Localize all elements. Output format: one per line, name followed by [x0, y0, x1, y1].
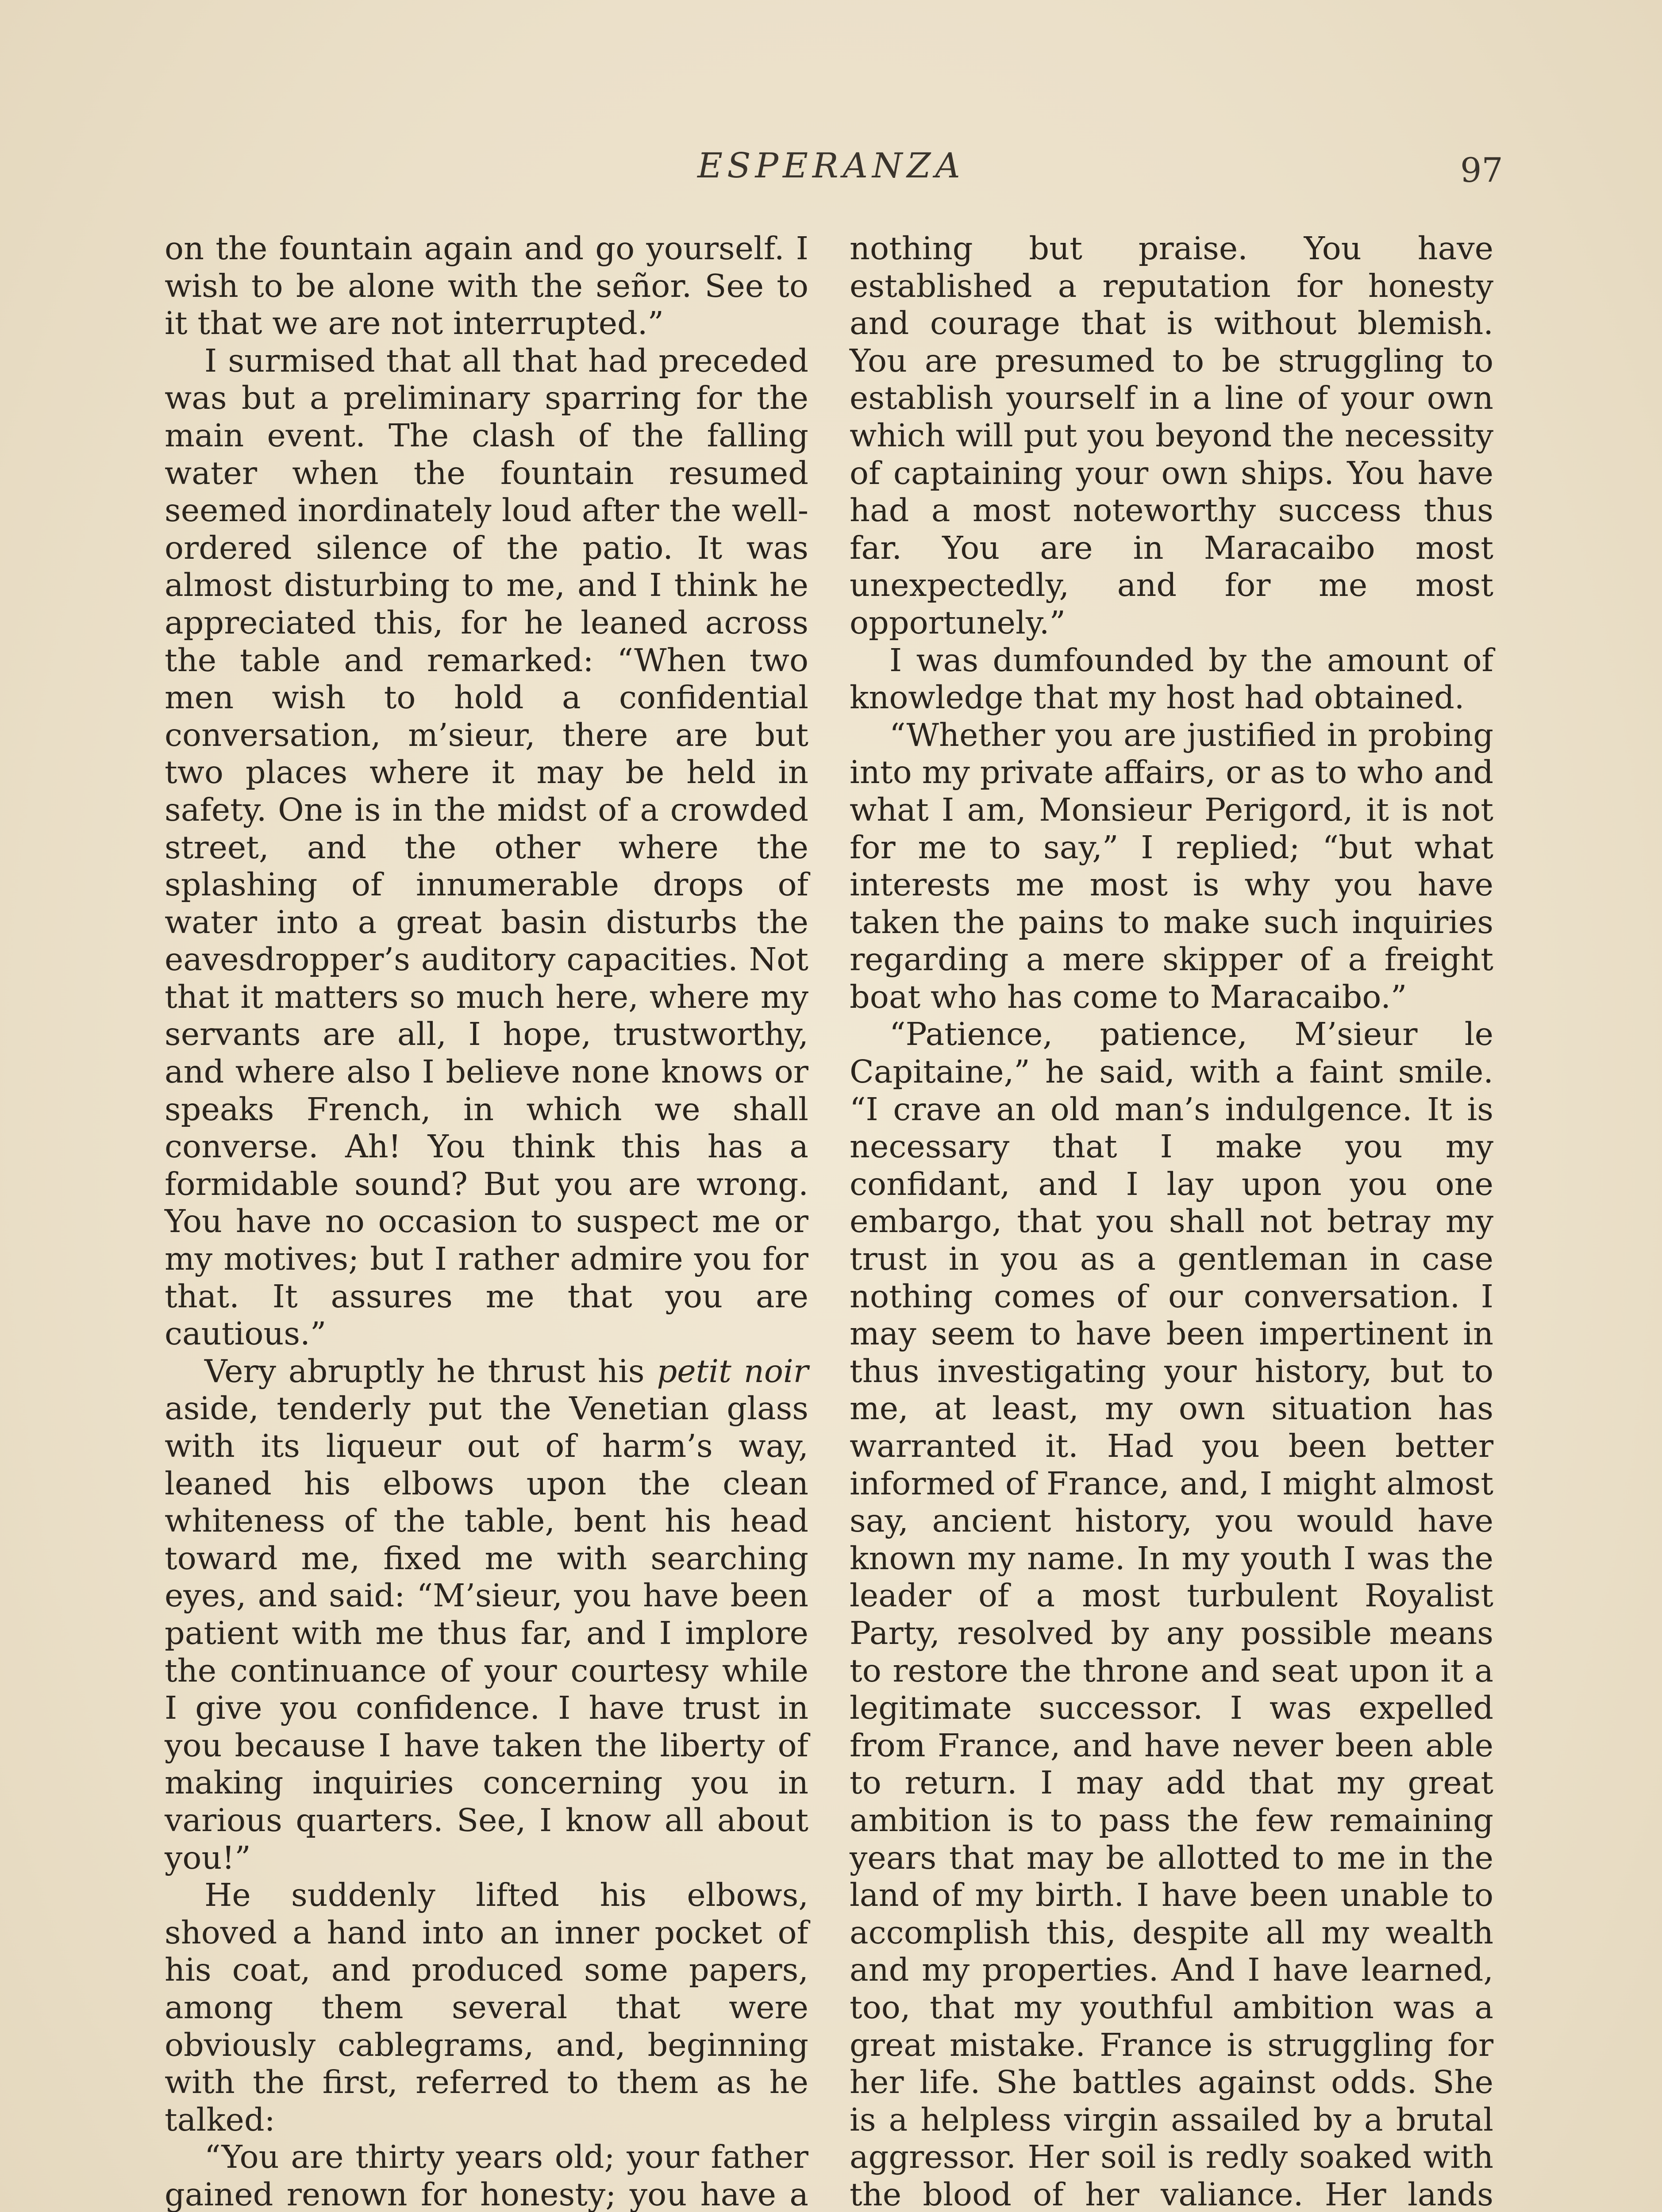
right-paragraph-4: “Patience, patience, M’sieur le Capitaine,” he said, with a faint smile. “I crave an old man’s indulgence. It is necessary that I make you my confidant, and I lay upon you one embargo, that you shall not betray my trust in you as a gentleman in case nothing comes of our conversation. I may seem to have been impertinent in thus investigating your history, but to me, at least, my own situation has warranted it. Had you been better informed of France, and, I might almost say, ancient history, you would have known my name. In my youth I was the leader of a most turbulent Royalist Party, resolved by any possible means to restore the throne and seat upon it a legitimate successor. I was expelled from France, and have never been able to return. I may add that my great ambition is to pass the few remaining years that may be allotted to me in the land of my birth. I have been unable to accomplish this, despite all my wealth and my properties. And I have learned, too, that my youthful ambition was a great mistake. France is struggling for her life. She battles against odds. She is a helpless virgin assailed by a brutal aggressor. Her soil is redly soaked with the blood of her valiance. Her lands [850, 1016, 1493, 2212]
page-number: 97 [1460, 150, 1503, 190]
left-paragraph-3-end: aside, tenderly put the Venetian glass with its liqueur out of harm’s way, leaned his elbows upon the clean whiteness of the table, bent his head toward me, fixed me with searching eyes, and said: “M’sieur, you have been patient with me thus far, and I implore the continuance of your courtesy while I give you confidence. I have trust in you because I have taken the liberty of making inquiries concerning you in various quarters. See, I know all about you!” [165, 1390, 808, 1876]
italic-phrase: petit noir [657, 1352, 808, 1390]
right-column [850, 230, 1493, 2212]
running-title: ESPERANZA [697, 146, 965, 186]
left-column [165, 230, 808, 2212]
right-paragraph-2: I was dumfounded by the amount of knowledge that my host had obtained. [850, 641, 1493, 716]
left-paragraph-3 [165, 1353, 808, 1877]
left-paragraph-1: on the fountain again and go yourself. I wish to be alone with the señor. See to it that we are not interrupted.” [165, 230, 808, 342]
right-paragraph-1: nothing but praise. You have established a reputation for honesty and courage that is without blemish. You are presumed to be struggling to establish yourself in a line of your own which will put you beyond the necessity of captaining your own ships. You have had a most noteworthy success thus far. You are in Maracaibo most unexpectedly, and for me most opportunely.” [850, 230, 1493, 641]
left-paragraph-2: I surmised that all that had preceded was but a preliminary sparring for the main event. The clash of the falling water when the fountain resumed seemed inordinately loud after the well-ordered silence of the patio. It was almost disturbing to me, and I think he appreciated this, for he leaned across the table and remarked: “When two men wish to hold a confidential conversation, m’sieur, there are but two places where it may be held in safety. One is in the midst of a crowded street, and the other where the splashing of innumerable drops of water into a great basin disturbs the eavesdropper’s auditory capacities. Not that it matters so much here, where my servants are all, I hope, trustworthy, and where also I believe none knows or speaks French, in which we shall converse. Ah! You think this has a formidable sound? But you are wrong. You have no occasion to suspect me or my motives; but I rather admire you for that. It assures me that you are cautious.” [165, 342, 808, 1352]
left-paragraph-4: He suddenly lifted his elbows, shoved a hand into an inner pocket of his coat, and produced some papers, among them several that were obviously cablegrams, and, beginning with the first, referred to them as he talked: [165, 1877, 808, 2138]
left-paragraph-5: “You are thirty years old; your father gained renown for honesty; you have a [165, 2139, 808, 2212]
right-paragraph-3: “Whether you are justified in probing into my private affairs, or as to who and what I am, Monsieur Perigord, it is not for me to say,” I replied; “but what interests me most is why you have taken the pains to make such inquiries regarding a mere skipper of a freight boat who has come to Maracaibo.” [850, 716, 1493, 1015]
left-paragraph-3-start: Very abruptly he thrust his [204, 1352, 657, 1390]
